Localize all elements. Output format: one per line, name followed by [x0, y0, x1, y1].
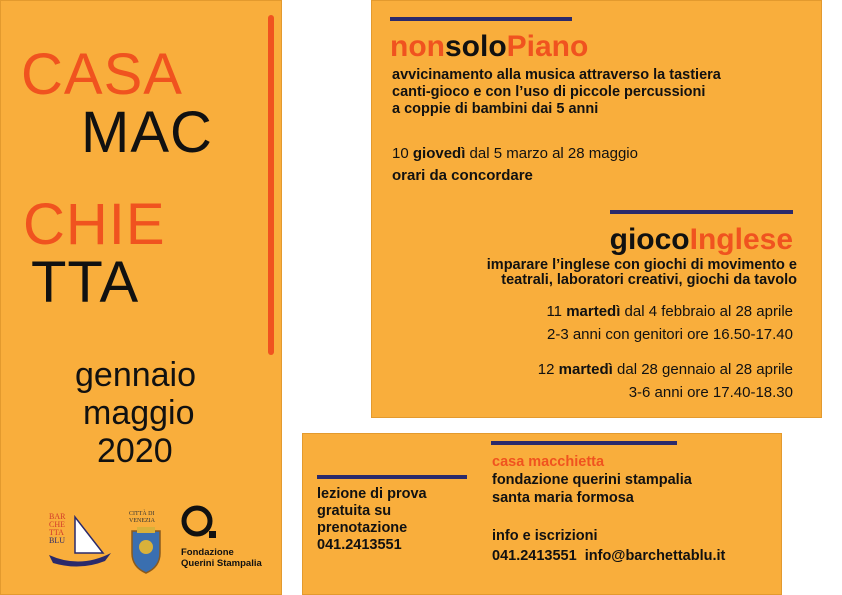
fondazione-querini-logo — [177, 505, 277, 585]
inglese-top-bar — [610, 210, 793, 214]
vertical-accent-line — [268, 15, 274, 355]
contacts: 041.2413551 info@barchettablu.it — [492, 548, 726, 564]
piano-desc-1: avvicinamento alla musica attraverso la tastiera — [392, 67, 721, 83]
inglese-title-inglese: Inglese — [689, 223, 793, 256]
place-line-2: santa maria formosa — [492, 490, 634, 506]
bottom-panel — [302, 433, 782, 595]
logo-text-che: CHE — [49, 520, 65, 529]
piano-title-piano: Piano — [506, 30, 589, 63]
piano-schedule — [392, 145, 638, 163]
piano-top-bar — [390, 17, 572, 21]
inglese-s1-num: 11 — [546, 303, 563, 320]
piano-title-non: non — [390, 30, 445, 63]
date-maggio: maggio — [83, 394, 195, 432]
place-line-1: fondazione querini stampalia — [492, 472, 692, 488]
boat-icon — [45, 509, 115, 571]
inglese-s2-rest: dal 28 gennaio al 28 aprile — [617, 361, 793, 378]
date-gennaio: gennaio — [75, 356, 197, 394]
inglese-s1-day: martedì — [566, 303, 621, 320]
title-line-chie: CHIE — [23, 192, 166, 257]
inglese-s2-num: 12 — [537, 361, 555, 378]
title-line-mac: MAC — [81, 100, 213, 165]
logo-text-blu: BLU — [49, 536, 65, 545]
place-title: casa macchietta — [492, 454, 605, 470]
piano-orari: orari da concordare — [392, 167, 533, 184]
piano-sched-rest: dal 5 marzo al 28 maggio — [469, 145, 638, 162]
barchetta-blu-logo — [45, 509, 115, 571]
title-line-casa: CASA — [21, 42, 183, 107]
piano-title — [390, 31, 588, 63]
inglese-s2-day: martedì — [558, 361, 613, 378]
piano-desc-2: canti-gioco e con l’uso di piccole percussioni — [392, 84, 706, 100]
piano-sched-num: 10 — [392, 145, 409, 162]
right-top-panel — [371, 0, 822, 418]
piano-sched-day: giovedì — [412, 145, 466, 162]
piano-title-solo: solo — [444, 30, 507, 63]
inglese-desc-2: teatrali, laboratori creativi, giochi da tavolo — [501, 272, 797, 288]
citta-venezia-logo — [127, 511, 165, 573]
prova-line-1: lezione di prova — [317, 486, 427, 502]
inglese-s2-line1 — [538, 361, 793, 379]
title-line-tta: TTA — [31, 250, 140, 315]
logo-text-bar: BAR — [49, 512, 66, 521]
piano-desc-3: a coppie di bambini dai 5 anni — [392, 101, 599, 117]
fondazione-text-1: Fondazione — [181, 547, 234, 558]
inglese-s1-line2: 2-3 anni con genitori ore 16.50-17.40 — [546, 326, 793, 343]
city-text-2: VENEZIA — [129, 518, 155, 524]
inglese-desc-1: imparare l’inglese con giochi di movimento e — [486, 257, 797, 273]
inglese-s1-line1 — [546, 303, 793, 321]
logo-text-tta: TTA — [49, 528, 64, 537]
prova-phone: 041.2413551 — [317, 537, 402, 553]
fondazione-circle-icon — [181, 505, 221, 541]
inglese-title-gioco: gioco — [609, 223, 690, 256]
coat-of-arms-icon — [127, 527, 165, 575]
fondazione-text-2: Querini Stampalia — [181, 558, 262, 569]
city-text-1: CITTÀ DI — [129, 511, 155, 517]
left-panel — [0, 0, 282, 595]
inglese-s2-line2: 3-6 anni ore 17.40-18.30 — [628, 384, 793, 401]
inglese-title — [610, 224, 793, 256]
prova-line-3: prenotazione — [317, 520, 408, 536]
info-title: info e iscrizioni — [492, 528, 598, 544]
prova-line-2: gratuita su — [317, 503, 392, 519]
prova-bar — [317, 475, 467, 479]
inglese-s1-rest: dal 4 febbraio al 28 aprile — [624, 303, 793, 320]
bottom-top-bar — [491, 441, 677, 445]
date-year: 2020 — [97, 432, 173, 470]
